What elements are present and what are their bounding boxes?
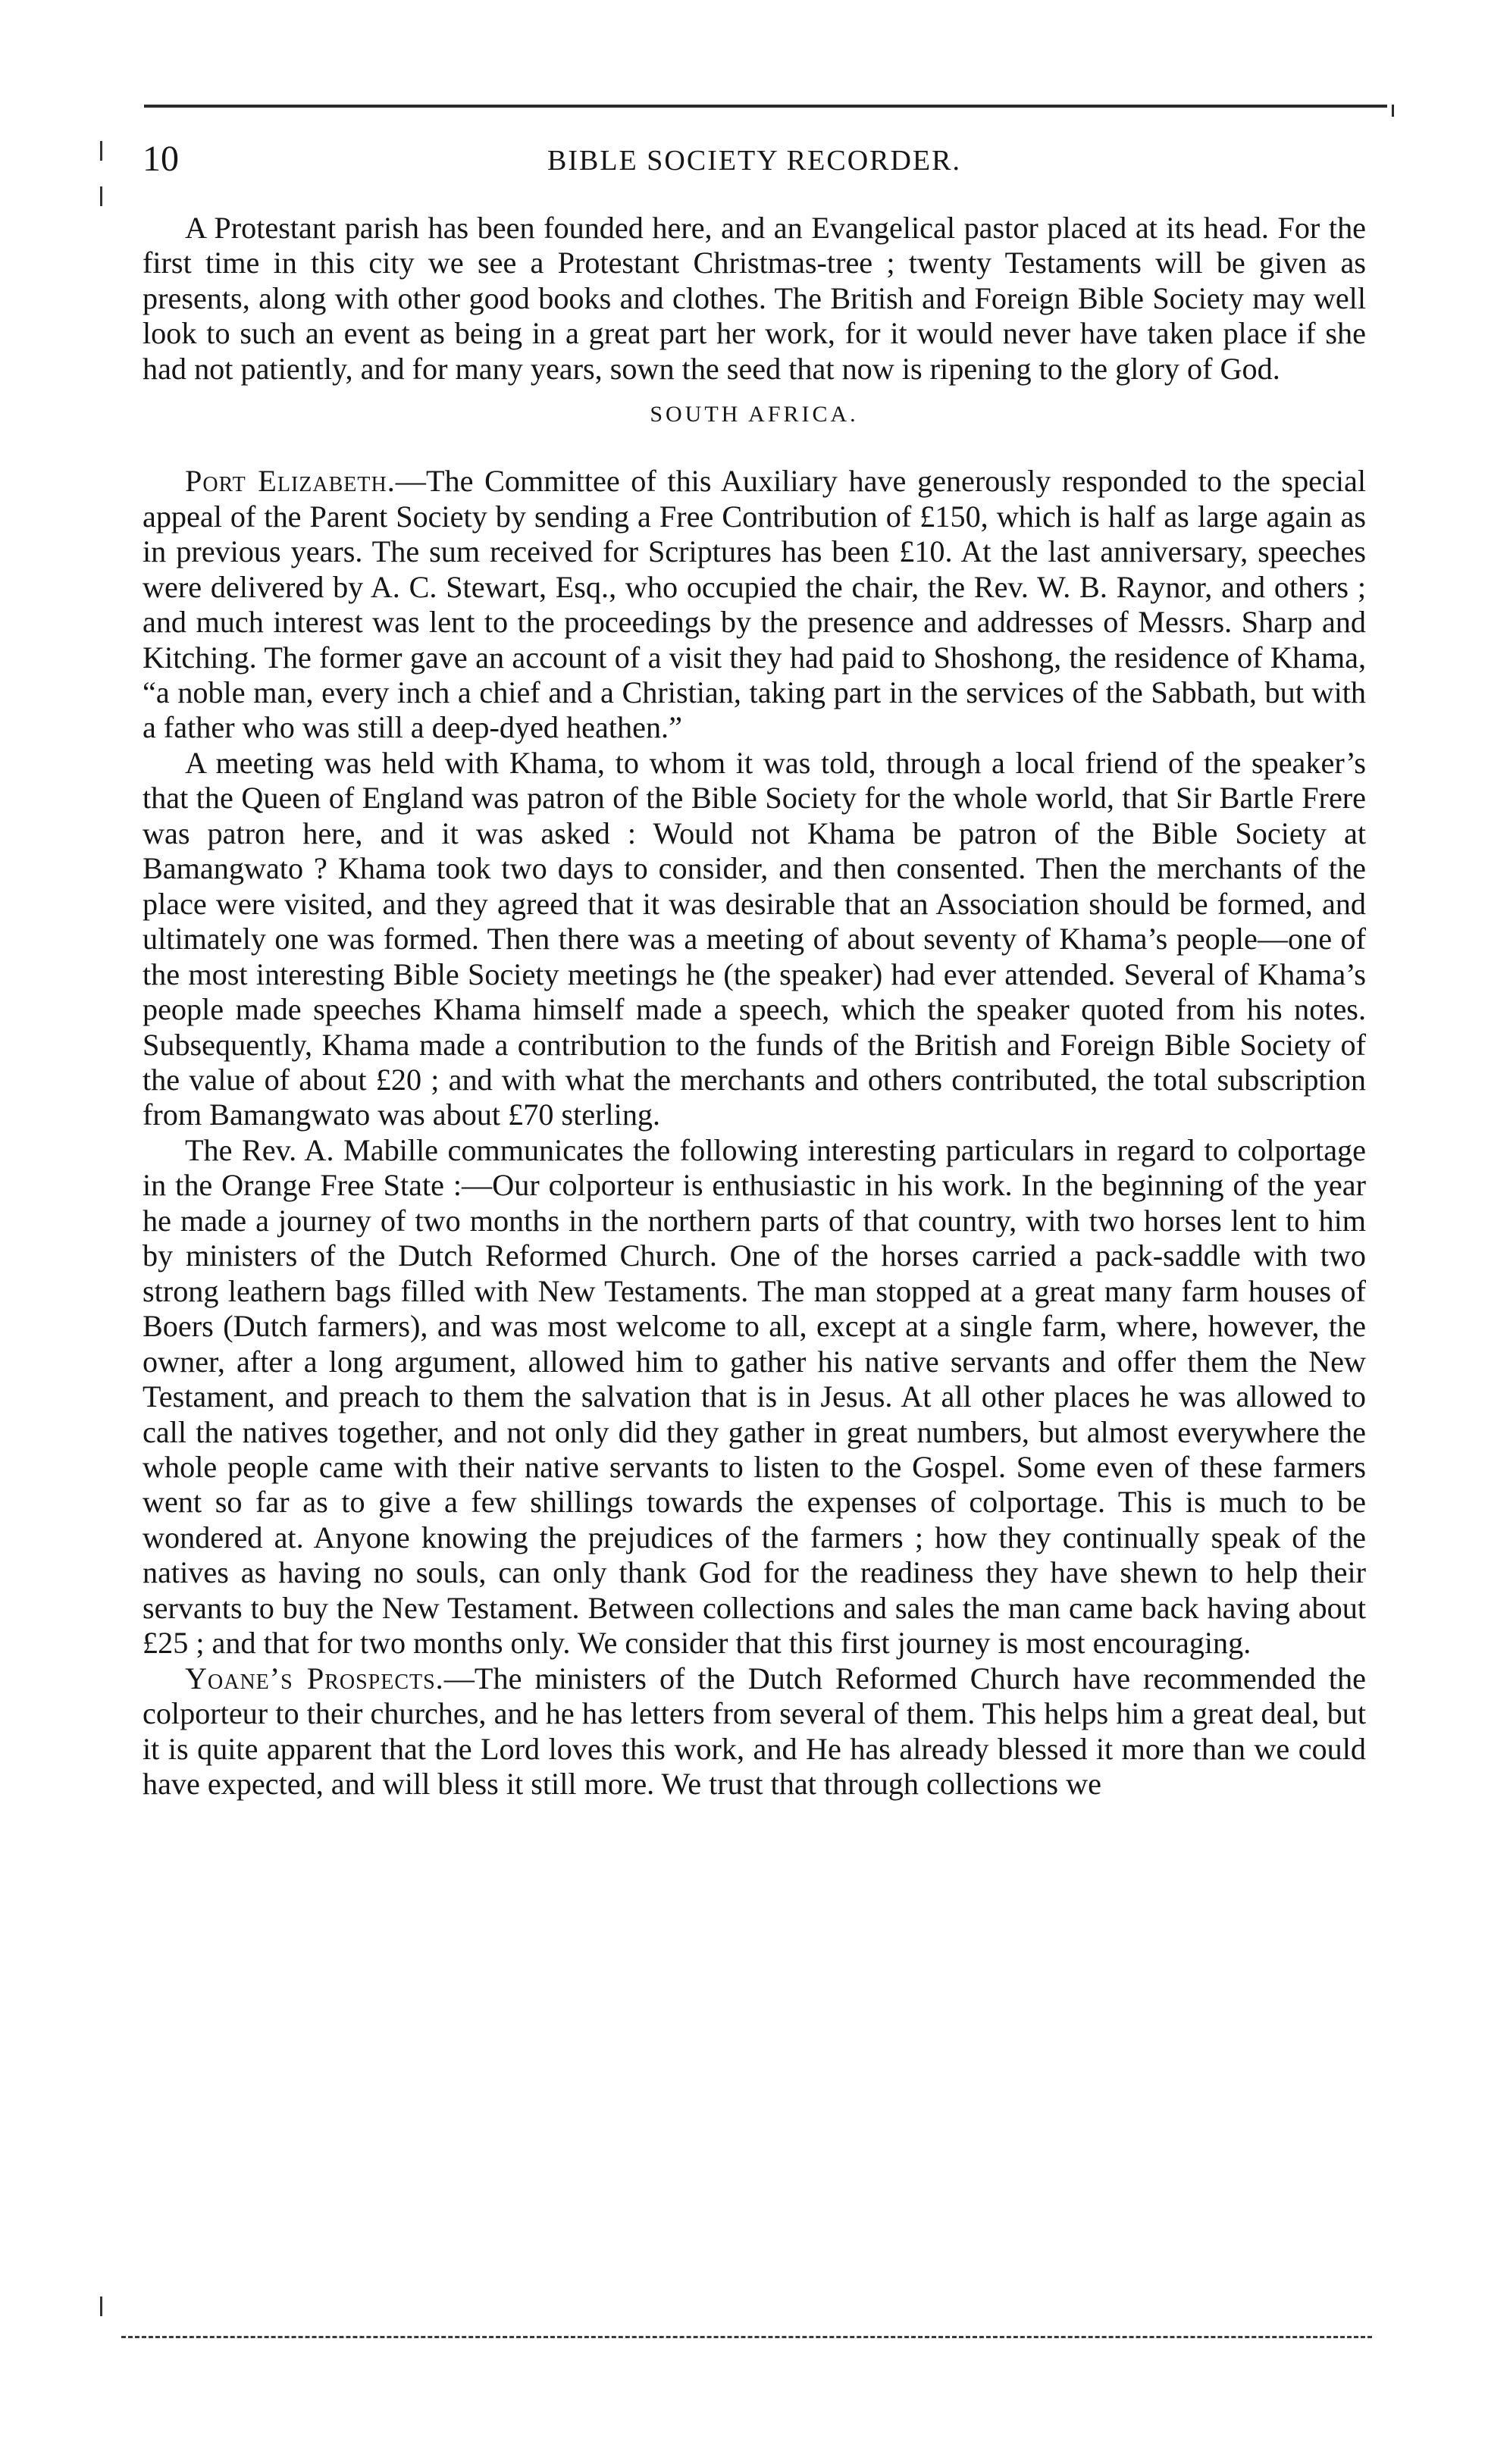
paragraph-text: —The Committee of this Auxiliary have generously responded to the special appeal of the Parent Society by sending a Free Contribution of £150, which is half as large again as in previous years. The sum received for Scriptures has been £10. At the last anniversary, speeches were delivered by A. C. Stewart, Esq., who occupied the chair, the Rev. W. B. Raynor, and others ; and much interest was lent to the proceedings by the presence and addresses of Messrs. Sharp and Kitching. The former gave an account of a visit they had paid to Shoshong, the residence of Khama, “a noble man, every inch a chief and a Christian, taking part in the services of the Sabbath, but with a father who was still a deep-dyed heathen.” bbox=[143, 464, 1366, 745]
paragraph: A meeting was held with Khama, to whom it was told, through a local friend of the speaker’s that the Queen of England was patron of the Bible Society for the whole world, that Sir Bartle Frere was patron here, and it was asked : Would not Khama be patron of the Bible Society at Bamangwato ? Khama took two days to consider, and then consented. Then the merchants of the place were visited, and they agreed that it was desirable that an Association should be formed, and ultimately one was formed. Then there was a meeting of about seventy of Khama’s people—one of the most interesting Bible Society meetings he (the speaker) had ever attended. Several of Khama’s people made speeches Khama himself made a speech, which the speaker quoted from his notes. Subsequently, Khama made a contribution to the funds of the British and Foreign Bible Society of the value of about £20 ; and with what the merchants and others contributed, the total subscription from Bamangwato was about £70 sterling. bbox=[143, 745, 1366, 1132]
margin-mark bbox=[100, 2296, 102, 2316]
article-body bbox=[143, 211, 1366, 1802]
footer-rule bbox=[121, 2336, 1372, 2338]
page-number: 10 bbox=[143, 139, 179, 179]
margin-mark bbox=[100, 186, 102, 206]
margin-mark bbox=[100, 141, 102, 161]
section-heading: SOUTH AFRICA. bbox=[650, 402, 859, 427]
running-head: BIBLE SOCIETY RECORDER. bbox=[547, 145, 961, 177]
paragraph-lead: Port Elizabeth. bbox=[185, 464, 396, 499]
header-rule bbox=[144, 105, 1387, 108]
paragraph: A Protestant parish has been founded here, and an Evangelical pastor placed at its head. For the first time in this city we see a Protestant Christmas-tree ; twenty Testaments will be given as presents, along with other good books and clothes. The British and Foreign Bible Society may well look to such an event as being in a great part her work, for it would never have taken place if she had not patiently, and for many years, sown the seed that now is ripening to the glory of God. bbox=[143, 211, 1366, 386]
paragraph-lead: Yoane’s Prospects. bbox=[185, 1661, 444, 1695]
paragraph bbox=[143, 1661, 1366, 1802]
paragraph: The Rev. A. Mabille communicates the following interesting particulars in regard to colportage in the Orange Free State :—Our colporteur is enthusiastic in his work. In the beginning of the year he made a journey of two months in the northern parts of that country, with two horses lent to him by ministers of the Dutch Reformed Church. One of the horses carried a pack-saddle with two strong leathern bags filled with New Testaments. The man stopped at a great many farm houses of Boers (Dutch farmers), and was most welcome to all, except at a single farm, where, however, the owner, after a long argument, allowed him to gather his native servants and offer them the New Testament, and preach to them the salvation that is in Jesus. At all other places he was allowed to call the natives together, and not only did they gather in great numbers, but almost everywhere the whole people came with their native servants to listen to the Gospel. Some even of these farmers went so far as to give a few shillings towards the expenses of colportage. This is much to be wondered at. Anyone knowing the prejudices of the farmers ; how they continually speak of the natives as having no souls, can only thank God for the readiness they have shewn to help their servants to buy the New Testament. Between collections and sales the man came back having about £25 ; and that for two months only. We consider that this first journey is most encouraging. bbox=[143, 1132, 1366, 1661]
paragraph-text: —The ministers of the Dutch Reformed Church have recommended the colporteur to their churches, and he has letters from several of them. This helps him a great deal, but it is quite apparent that the Lord loves this work, and He has already blessed it more than we could have expected, and will bless it still more. We trust that through collections we bbox=[143, 1661, 1366, 1802]
header-rule-tick bbox=[1392, 105, 1394, 117]
paragraph bbox=[143, 464, 1366, 746]
page-header bbox=[143, 135, 1366, 183]
